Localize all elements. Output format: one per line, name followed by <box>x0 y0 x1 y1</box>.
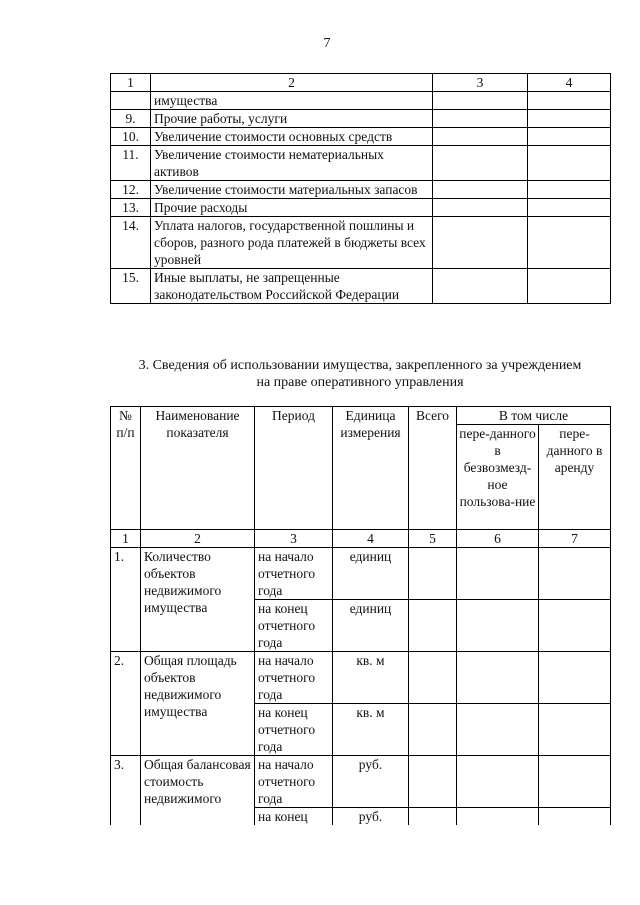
empty-cell <box>539 808 611 826</box>
row-number: 13. <box>111 199 151 217</box>
empty-cell <box>528 128 611 146</box>
empty-cell <box>409 600 457 652</box>
table-row <box>111 548 611 600</box>
table-row <box>111 146 611 181</box>
header-free-use: пере-данного в безвозмезд-ное пользова-ние <box>457 425 539 530</box>
empty-cell <box>409 756 457 808</box>
period-cell: на начало отчетного года <box>255 756 333 808</box>
empty-cell <box>433 269 528 304</box>
empty-cell <box>528 110 611 128</box>
row-text: имущества <box>151 92 433 110</box>
empty-cell <box>409 548 457 600</box>
empty-cell <box>539 652 611 704</box>
header-period: Период <box>255 407 333 530</box>
header-cell: 2 <box>151 74 433 92</box>
row-text: Увеличение стоимости нематериальных активов <box>151 146 433 181</box>
empty-cell <box>457 652 539 704</box>
empty-cell <box>539 548 611 600</box>
empty-cell <box>528 181 611 199</box>
table-row <box>111 128 611 146</box>
expenses-table <box>110 73 611 304</box>
table-row <box>111 110 611 128</box>
indicator-name: Количество объектов недвижимого имущества <box>141 548 255 652</box>
header-name: Наименование показателя <box>141 407 255 530</box>
period-cell: на конец отчетного года <box>255 600 333 652</box>
row-text: Прочие расходы <box>151 199 433 217</box>
row-text: Увеличение стоимости материальных запасов <box>151 181 433 199</box>
column-number: 7 <box>539 530 611 548</box>
empty-cell <box>457 704 539 756</box>
row-number: 10. <box>111 128 151 146</box>
empty-cell <box>433 92 528 110</box>
header-total: Всего <box>409 407 457 530</box>
column-number: 6 <box>457 530 539 548</box>
table-header-row <box>111 74 611 92</box>
unit-cell: единиц <box>333 548 409 600</box>
row-text: Увеличение стоимости основных средств <box>151 128 433 146</box>
header-cell: 3 <box>433 74 528 92</box>
empty-cell <box>433 199 528 217</box>
section-title-line: 3. Сведения об использовании имущества, закрепленного за учреждением <box>138 358 582 373</box>
unit-cell: кв. м <box>333 652 409 704</box>
period-cell: на начало отчетного года <box>255 652 333 704</box>
column-number-row <box>111 530 611 548</box>
header-cell: 1 <box>111 74 151 92</box>
empty-cell <box>539 756 611 808</box>
row-number: 11. <box>111 146 151 181</box>
table-row <box>111 181 611 199</box>
empty-cell <box>528 199 611 217</box>
indicator-name: Общая балансовая стоимость недвижимого <box>141 756 255 826</box>
empty-cell <box>433 128 528 146</box>
period-cell: на начало отчетного года <box>255 548 333 600</box>
header-unit: Единица измерения <box>333 407 409 530</box>
header-cell: 4 <box>528 74 611 92</box>
row-number <box>111 92 151 110</box>
empty-cell <box>457 548 539 600</box>
row-text: Иные выплаты, не запрещенные законодательством Российской Федерации <box>151 269 433 304</box>
empty-cell <box>528 146 611 181</box>
unit-cell: кв. м <box>333 704 409 756</box>
empty-cell <box>457 756 539 808</box>
row-text: Уплата налогов, государственной пошлины и сборов, разного рода платежей в бюджеты всех уровней <box>151 217 433 269</box>
page-number: 7 <box>323 36 331 51</box>
empty-cell <box>457 808 539 826</box>
unit-cell: руб. <box>333 756 409 808</box>
column-number: 5 <box>409 530 457 548</box>
column-number: 3 <box>255 530 333 548</box>
table-row <box>111 217 611 269</box>
empty-cell <box>433 181 528 199</box>
unit-cell: единиц <box>333 600 409 652</box>
column-number: 1 <box>111 530 141 548</box>
row-number: 12. <box>111 181 151 199</box>
row-number: 14. <box>111 217 151 269</box>
table-header-row <box>111 407 611 425</box>
row-text: Прочие работы, услуги <box>151 110 433 128</box>
property-usage-table <box>110 406 611 825</box>
indicator-name: Общая площадь объектов недвижимого имущества <box>141 652 255 756</box>
empty-cell <box>528 217 611 269</box>
empty-cell <box>457 600 539 652</box>
row-number: 3. <box>111 756 141 826</box>
table-row <box>111 652 611 704</box>
empty-cell <box>409 704 457 756</box>
row-number: 15. <box>111 269 151 304</box>
row-number: 9. <box>111 110 151 128</box>
row-number: 2. <box>111 652 141 756</box>
period-cell: на конец <box>255 808 333 826</box>
section-title <box>100 357 620 391</box>
empty-cell <box>409 652 457 704</box>
column-number: 2 <box>141 530 255 548</box>
period-cell: на конец отчетного года <box>255 704 333 756</box>
table-row <box>111 269 611 304</box>
table-row <box>111 756 611 808</box>
empty-cell <box>409 808 457 826</box>
header-num: № п/п <box>111 407 141 530</box>
empty-cell <box>433 217 528 269</box>
empty-cell <box>433 110 528 128</box>
empty-cell <box>528 269 611 304</box>
column-number: 4 <box>333 530 409 548</box>
empty-cell <box>539 704 611 756</box>
unit-cell: руб. <box>333 808 409 826</box>
table-row <box>111 199 611 217</box>
row-number: 1. <box>111 548 141 652</box>
empty-cell <box>528 92 611 110</box>
empty-cell <box>539 600 611 652</box>
empty-cell <box>433 146 528 181</box>
section-title-line: на праве оперативного управления <box>256 375 464 390</box>
header-rent: пере-данного в аренду <box>539 425 611 530</box>
table-row <box>111 92 611 110</box>
header-including: В том числе <box>457 407 611 425</box>
